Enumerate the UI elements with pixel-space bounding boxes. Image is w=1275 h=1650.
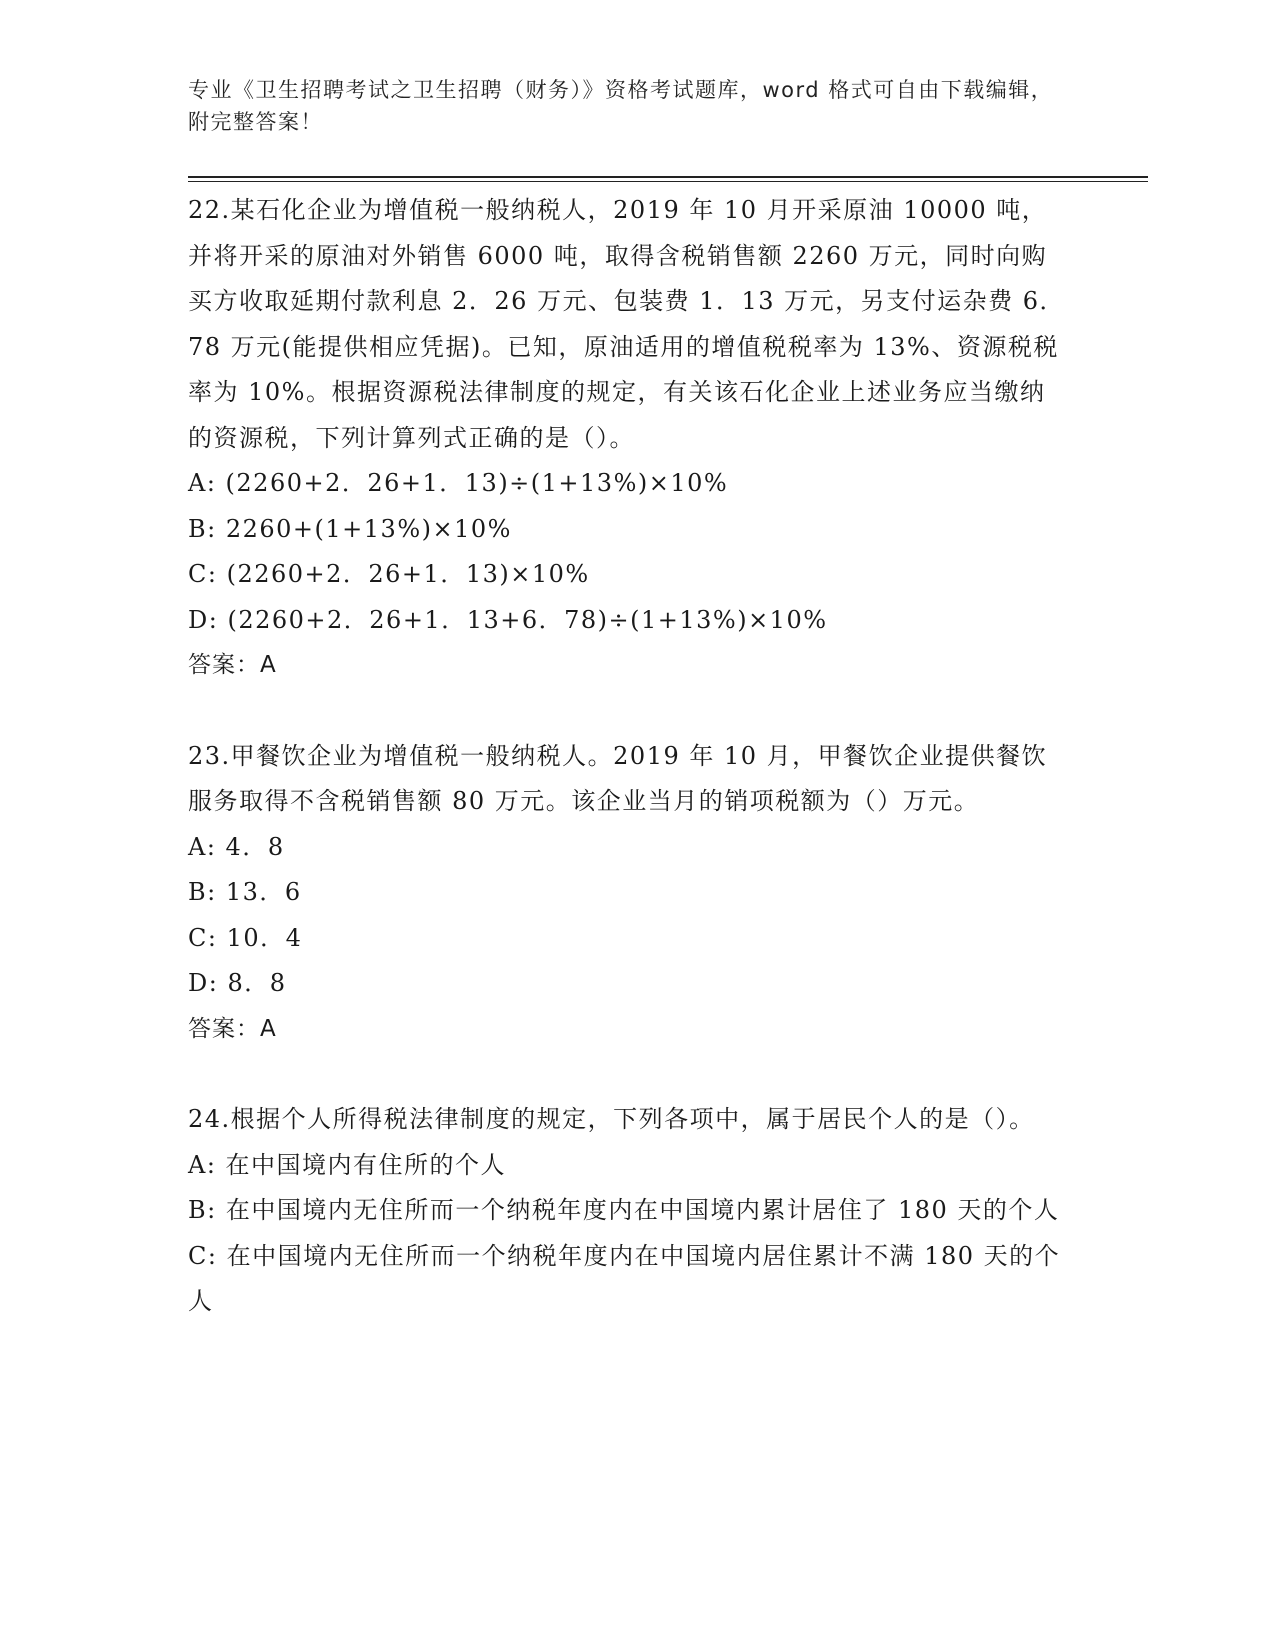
header-divider-thick	[188, 176, 1148, 178]
header-divider-thin	[188, 181, 1148, 182]
question-spacer	[188, 689, 1068, 734]
document-header: 专业《卫生招聘考试之卫生招聘（财务）》资格考试题库，word 格式可自由下载编辑，附完整答案！	[188, 78, 1054, 134]
question-stem: 22.某石化企业为增值税一般纳税人，2019 年 10 月开采原油 10000 吨，并将开采的原油对外销售 6000 吨，取得含税销售额 2260 万元，同时向购买方收取延期付款利息 2．26 万元、包装费 1．13 万元，另支付运杂费 6．78 万元(能提供相应凭据)。已知，原油适用的增值税税率为 13%、资源税税率为 10%。根据资源税法律制度的规定，有关该石化企业上述业务应当缴纳的资源税，下列计算列式正确的是（）。	[188, 196, 1066, 452]
answer-line: 答案：A	[188, 1015, 277, 1042]
option-d: D: (2260+2．26+1．13+6．78)÷(1+13%)×10%	[188, 605, 828, 634]
option-b: B: 在中国境内无住所而一个纳税年度内在中国境内累计居住了 180 天的个人	[188, 1196, 1060, 1224]
option-c: C: (2260+2．26+1．13)×10%	[188, 560, 590, 588]
option-d: D: 8．8	[188, 969, 287, 997]
question-spacer	[188, 1052, 1068, 1097]
question-list	[188, 188, 1068, 1325]
option-b: B: 2260+(1+13%)×10%	[188, 514, 512, 543]
question-23	[188, 734, 1068, 1053]
question-24	[188, 1097, 1068, 1325]
option-c: C: 在中国境内无住所而一个纳税年度内在中国境内居住累计不满 180 天的个人	[188, 1241, 1061, 1315]
option-b: B: 13．6	[188, 878, 302, 906]
option-c: C: 10．4	[188, 923, 303, 952]
answer-line: 答案：A	[188, 652, 277, 678]
option-a: A: 4．8	[188, 832, 285, 861]
question-stem: 23.甲餐饮企业为增值税一般纳税人。2019 年 10 月，甲餐饮企业提供餐饮服务取得不含税销售额 80 万元。该企业当月的销项税额为（）万元。	[188, 741, 1048, 815]
option-a: A: 在中国境内有住所的个人	[188, 1150, 507, 1179]
question-22	[188, 188, 1068, 689]
question-stem: 24.根据个人所得税法律制度的规定，下列各项中，属于居民个人的是（）。	[188, 1105, 1035, 1133]
option-a: A: (2260+2．26+1．13)÷(1+13%)×10%	[188, 469, 729, 497]
